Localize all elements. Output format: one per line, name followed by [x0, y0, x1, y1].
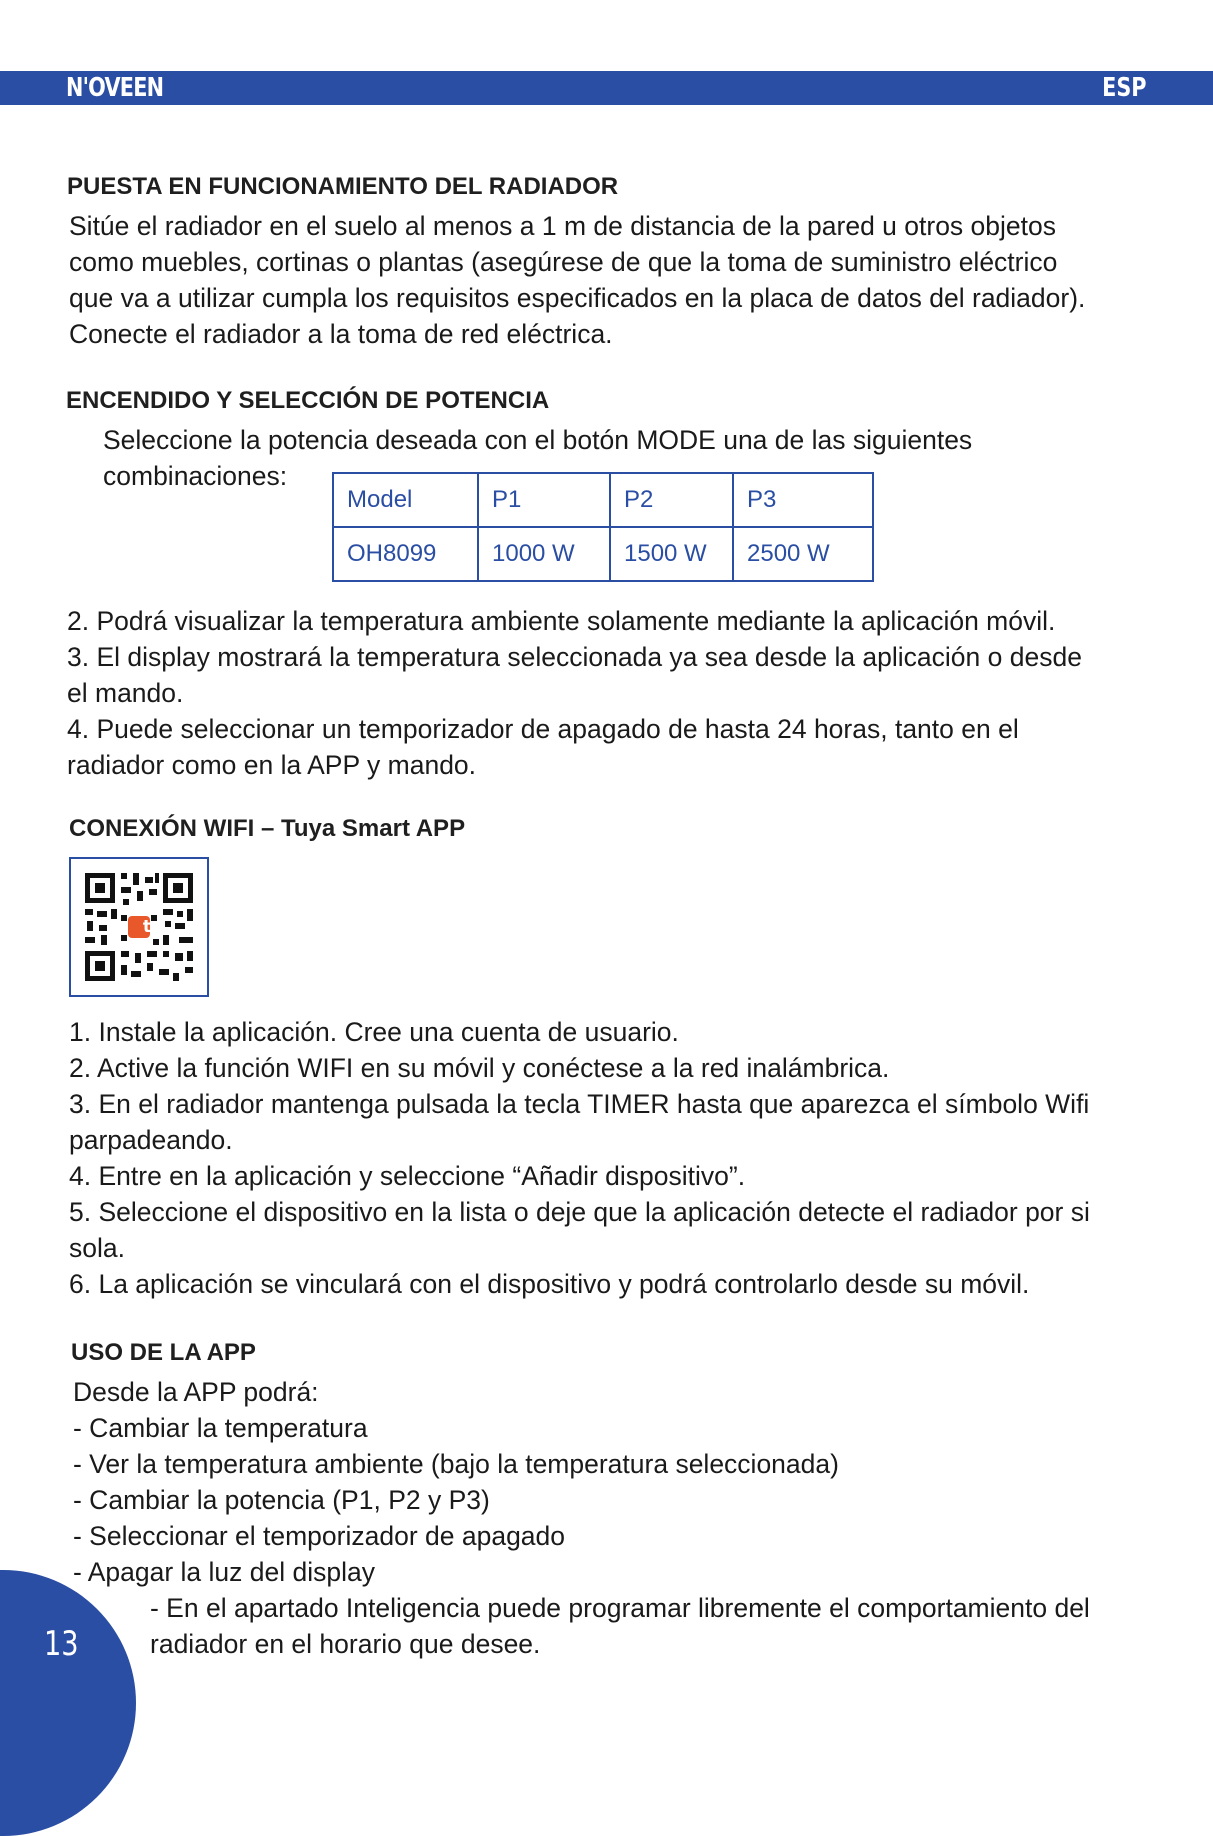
list-item: 3. El display mostrará la temperatura seleccionada ya sea desde la aplicación o desde: [67, 642, 1082, 672]
paragraph-line: Conecte el radiador a la toma de red eléctrica.: [69, 319, 613, 349]
list-item: 4. Puede seleccionar un temporizador de apagado de hasta 24 horas, tanto en el: [67, 714, 1019, 744]
list-item: 2. Active la función WIFI en su móvil y conéctese a la red inalámbrica.: [69, 1053, 890, 1083]
list-item: 4. Entre en la aplicación y seleccione “Añadir dispositivo”.: [69, 1161, 746, 1191]
list-item: el mando.: [67, 678, 184, 708]
table-header-cell: Model: [333, 473, 478, 527]
power-table: [332, 472, 874, 582]
list-item: - Seleccionar el temporizador de apagado: [73, 1521, 566, 1551]
list-item: 1. Instale la aplicación. Cree una cuenta de usuario.: [69, 1017, 679, 1047]
table-row: [333, 527, 873, 581]
table-cell: OH8099: [333, 527, 478, 581]
table-cell: 2500 W: [733, 527, 873, 581]
list-item: - Cambiar la temperatura: [73, 1413, 368, 1443]
list-item: - En el apartado Inteligencia puede programar libremente el comportamiento del: [150, 1593, 1090, 1623]
wifi-steps: [69, 1014, 1090, 1302]
section-title-puesta: PUESTA EN FUNCIONAMIENTO DEL RADIADOR: [67, 173, 619, 200]
table-header-cell: P1: [478, 473, 610, 527]
list-item: radiador como en la APP y mando.: [67, 750, 477, 780]
section-title-encendido: ENCENDIDO Y SELECCIÓN DE POTENCIA: [66, 387, 550, 414]
paragraph-line: Sitúe el radiador en el suelo al menos a 1 m de distancia de la pared u otros objetos: [69, 211, 1056, 241]
page-number: 13: [44, 1624, 79, 1664]
brand-logo: N'OVEEN: [66, 73, 164, 103]
list-item: 2. Podrá visualizar la temperatura ambiente solamente mediante la aplicación móvil.: [67, 606, 1056, 636]
header-bar: [0, 71, 1213, 105]
list-item: 6. La aplicación se vinculará con el dispositivo y podrá controlarlo desde su móvil.: [69, 1269, 1030, 1299]
list-item: 3. En el radiador mantenga pulsada la tecla TIMER hasta que aparezca el símbolo Wifi: [69, 1089, 1090, 1119]
table-cell: 1500 W: [610, 527, 733, 581]
list-item: 5. Seleccione el dispositivo en la lista o deje que la aplicación detecte el radiador por si: [69, 1197, 1090, 1227]
language-label: ESP: [1102, 73, 1147, 103]
table-header-cell: P2: [610, 473, 733, 527]
page-number-badge: [0, 1570, 136, 1836]
table-cell: 1000 W: [478, 527, 610, 581]
paragraph-line: que va a utilizar cumpla los requisitos especificados en la placa de datos del radiador).: [69, 283, 1086, 313]
section-title-wifi: CONEXIÓN WIFI – Tuya Smart APP: [69, 815, 466, 842]
paragraph-line: como muebles, cortinas o plantas (asegúrese de que la toma de suministro eléctrico: [69, 247, 1058, 277]
list-item: sola.: [69, 1233, 125, 1263]
app-indented-note: [150, 1590, 1090, 1662]
list-item: Desde la APP podrá:: [73, 1377, 319, 1407]
tuya-logo-letter: t: [142, 917, 152, 937]
paragraph-line: Seleccione la potencia deseada con el botón MODE una de las siguientes: [103, 425, 973, 455]
app-list: [73, 1374, 839, 1590]
list-item: parpadeando.: [69, 1125, 233, 1155]
list-item: - Cambiar la potencia (P1, P2 y P3): [73, 1485, 490, 1515]
list-item: - Ver la temperatura ambiente (bajo la temperatura seleccionada): [73, 1449, 839, 1479]
qr-code-frame: [69, 857, 209, 997]
list-item: radiador en el horario que desee.: [150, 1629, 541, 1659]
puesta-paragraph: [69, 208, 1085, 352]
section-title-app: USO DE LA APP: [71, 1339, 256, 1366]
encendido-list: [67, 603, 1082, 783]
table-header-row: [333, 473, 873, 527]
paragraph-line: combinaciones:: [103, 461, 288, 491]
list-item: - Apagar la luz del display: [73, 1557, 375, 1587]
table-header-cell: P3: [733, 473, 873, 527]
